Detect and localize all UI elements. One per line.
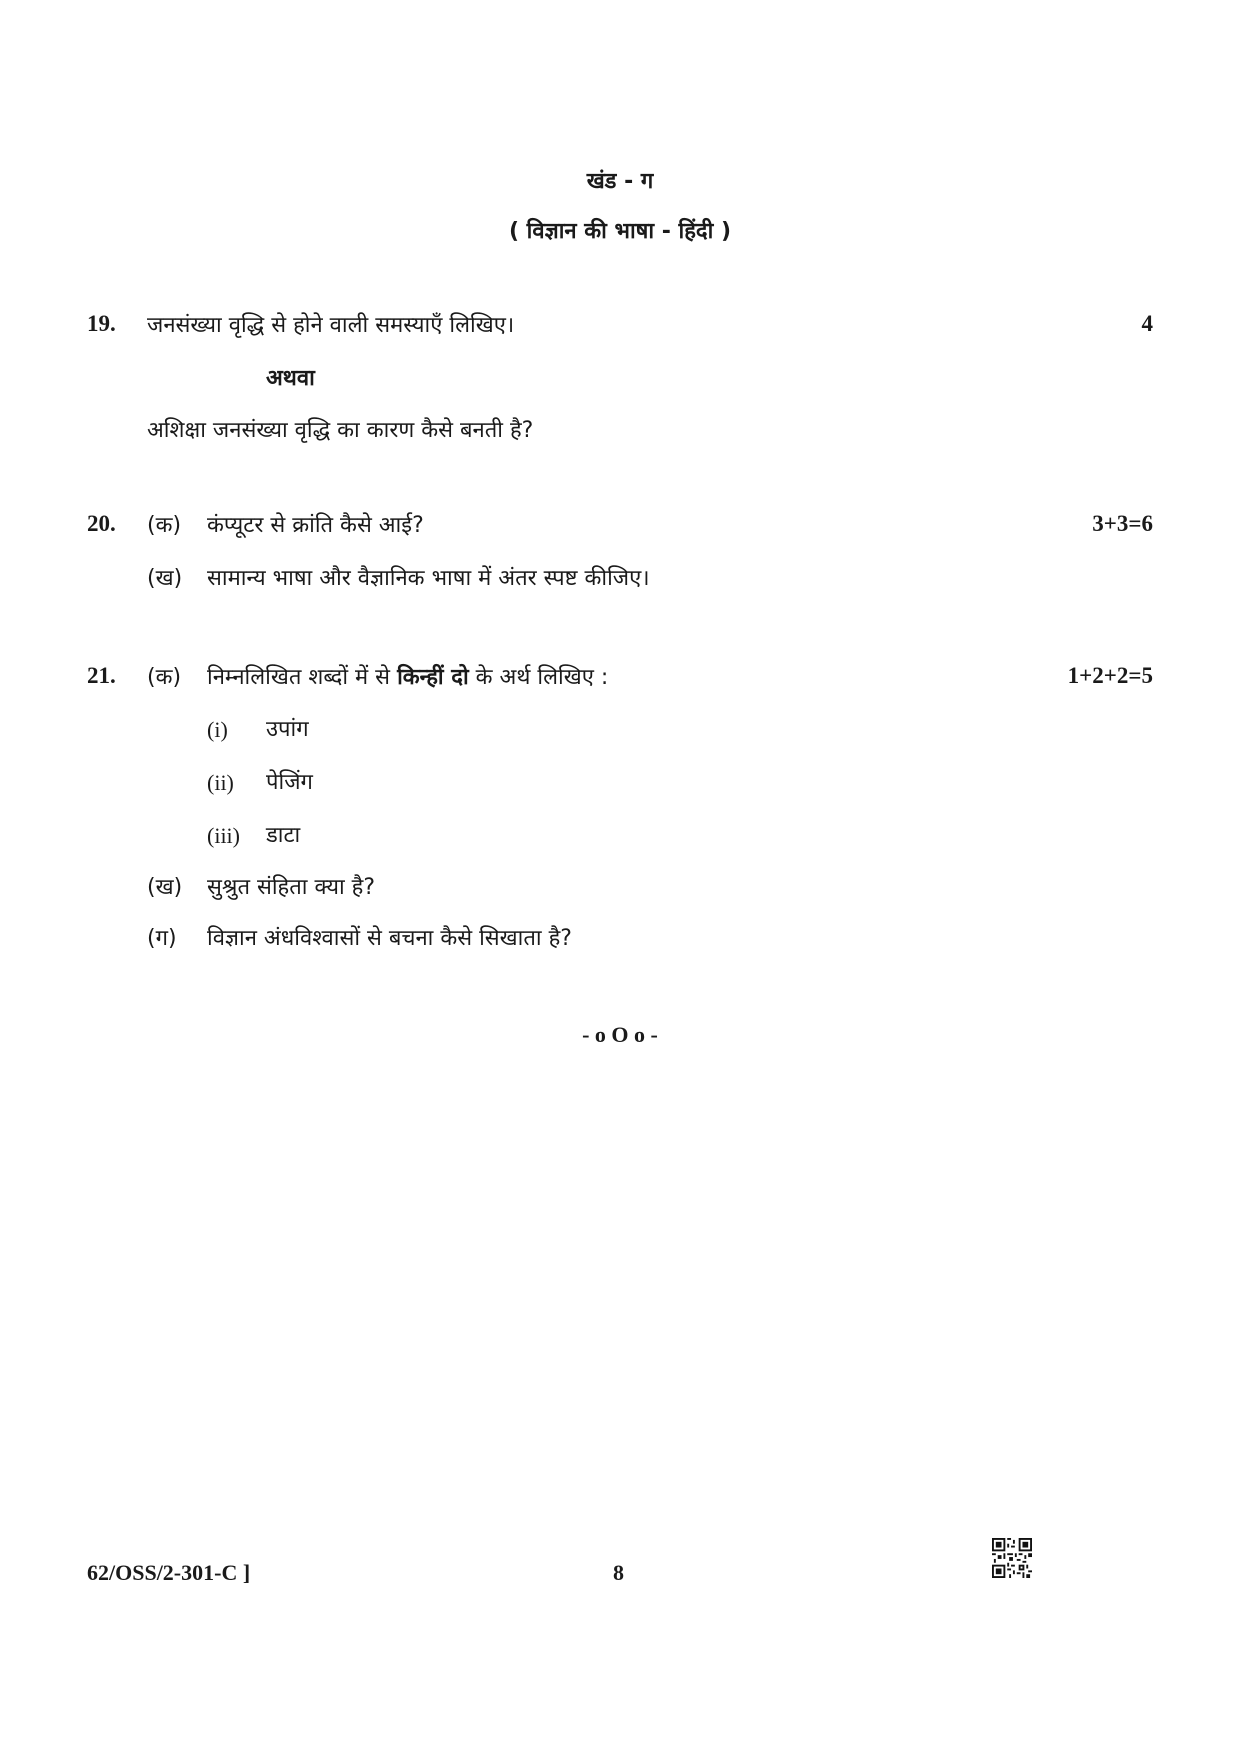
- question-21-c-label: (ग): [147, 926, 177, 951]
- question-20-b-text: सामान्य भाषा और वैज्ञानिक भाषा में अंतर स्पष्ट कीजिए।: [207, 566, 650, 591]
- section-subtitle: ( विज्ञान की भाषा - हिंदी ): [508, 219, 732, 244]
- question-21-a-text-pre: निम्नलिखित शब्दों में से: [207, 665, 398, 690]
- question-21-a-text: [207, 661, 608, 691]
- page-number: 8: [613, 1560, 624, 1585]
- question-20-number: 20.: [87, 511, 116, 536]
- question-19-text: जनसंख्या वृद्धि से होने वाली समस्याएँ लिखिए।: [147, 313, 515, 338]
- question-21-b-text: सुश्रुत संहिता क्या है?: [207, 875, 376, 900]
- paper-code: 62/OSS/2-301-C ]: [87, 1560, 251, 1585]
- question-19-marks: 4: [1141, 311, 1153, 336]
- qr-code-icon: [992, 1538, 1032, 1578]
- option-iii-label: (iii): [207, 823, 240, 848]
- question-20-a-text: कंप्यूटर से क्रांति कैसे आई?: [207, 513, 424, 538]
- question-21-number: 21.: [87, 663, 116, 688]
- question-20-a-label: (क): [147, 513, 182, 538]
- or-label: अथवा: [266, 366, 315, 391]
- option-i-text: उपांग: [266, 717, 309, 742]
- option-i-label: (i): [207, 717, 228, 742]
- option-iii-text: डाटा: [266, 823, 301, 848]
- question-19-alt-text: अशिक्षा जनसंख्या वृद्धि का कारण कैसे बनती है?: [147, 418, 534, 443]
- question-21-a-text-bold: किन्हीं दो: [397, 665, 469, 690]
- question-21-c-text: विज्ञान अंधविश्वासों से बचना कैसे सिखाता है?: [207, 926, 572, 951]
- question-19-number: 19.: [87, 311, 116, 336]
- question-21-a-text-post: के अर्थ लिखिए :: [468, 665, 609, 690]
- question-21-a-label: (क): [147, 665, 182, 690]
- option-ii-label: (ii): [207, 770, 234, 795]
- question-21-b-label: (ख): [147, 875, 183, 900]
- question-20-marks: 3+3=6: [1092, 511, 1153, 536]
- option-ii-text: पेजिंग: [266, 770, 313, 795]
- question-20-b-label: (ख): [147, 566, 183, 591]
- end-marker: - o O o -: [582, 1022, 658, 1047]
- section-title: खंड - ग: [586, 169, 654, 194]
- question-21-marks: 1+2+2=5: [1067, 663, 1153, 688]
